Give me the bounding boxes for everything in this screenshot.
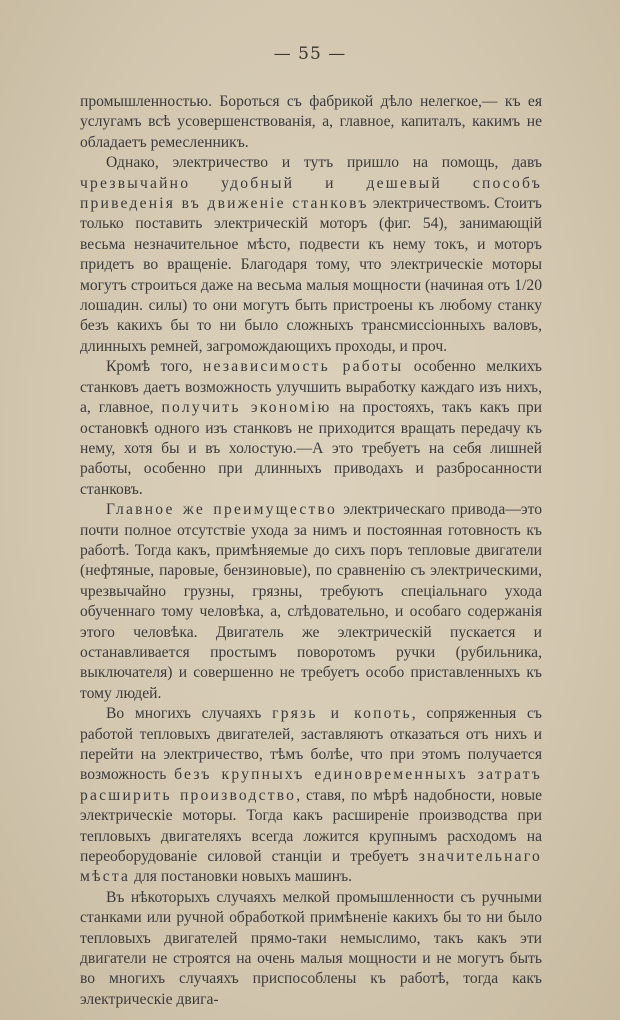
spaced-emphasis-text: независимость работы xyxy=(202,358,404,376)
paragraph xyxy=(80,92,542,153)
paragraph-text: , сопряженныя съ работой тепловыхъ двигателей, заставляютъ отказаться отъ нихъ и перейти на электричество, тѣмъ болѣе, что при этомъ получается возможность xyxy=(80,705,542,784)
paragraph-text: промышленностью. Бороться съ фабрикой дѣло нелегкое,— къ ея услугамъ всѣ усовершенствованія, а, главное, капиталъ, какимъ не обладаетъ ремесленникъ. xyxy=(80,93,542,151)
paragraph-text: электричествомъ. Стоитъ только поставить электрическій моторъ (фиг. 54), занимающій весьма незначительное мѣсто, подвести къ нему токъ, и моторъ придетъ во вращеніе. Благодаря тому, что электрическіе моторы могутъ строиться даже на весьма малыя мощности (начиная отъ 1/20 лошадин. силы) то они могутъ быть пристроены къ любому станку безъ какихъ бы то ни было сложныхъ трансмиссіонныхъ валовъ, длинныхъ ремней, загромождающихъ проходы, и проч. xyxy=(80,195,542,355)
paragraph-text: Однако, электричество и тутъ пришло на помощь, давъ xyxy=(106,154,542,172)
page-number: — 55 — xyxy=(273,44,347,64)
paragraph xyxy=(80,500,542,704)
paragraph xyxy=(80,704,542,888)
paragraph-text: электрическаго привода—это почти полное отсутствіе ухода за нимъ и постоянная готовность къ работѣ. Тогда какъ, примѣняемые до сихъ поръ тепловые двигатели (нефтяные, паровые, бензиновые), по сравненію съ электрическими, чрезвычайно грузны, грязны, требуютъ спеціальнаго ухода обученнаго тому человѣка, а, слѣдовательно, и особаго содержанія этого человѣка. Двигатель же электрическій пускается и останавливается простымъ поворотомъ ручки (рубильника, выключателя) и совершенно не требуетъ особо приставленныхъ къ тому людей. xyxy=(80,501,542,702)
spaced-emphasis-text: Главное же преимущество xyxy=(106,501,338,519)
paragraph-text: особенно мелкихъ станковъ даетъ возможность улучшить выработку каждаго изъ нихъ, а, главное, xyxy=(80,358,542,417)
paragraph-text: Въ нѣкоторыхъ случаяхъ мелкой промышленности съ ручными станками или ручной обработкой примѣненіе какихъ бы то ни было тепловыхъ двигателей прямо-таки немыслимо, такъ какъ эти двигатели не строятся на очень малыя мощности и не могутъ быть во многихъ случаяхъ приспособлены къ работѣ, тогда какъ электрическіе двига- xyxy=(80,888,542,1008)
spaced-emphasis-text: грязь и копоть xyxy=(272,705,412,723)
paragraph xyxy=(80,888,542,1010)
paragraph xyxy=(80,357,542,500)
paragraph-text: Во многихъ случаяхъ xyxy=(106,705,273,723)
spaced-emphasis-text: получить экономію xyxy=(161,399,332,417)
page-text-body xyxy=(80,92,542,1010)
paragraph-text: Кромѣ того, xyxy=(106,358,203,376)
spaced-emphasis-text: значительнаго мѣста xyxy=(80,848,542,886)
paragraph-text: для постановки новыхъ машинъ. xyxy=(130,868,353,886)
paragraph-text: , ставя, по мѣрѣ надобности, новые электрическіе моторы. Тогда какъ расширеніе производства при тепловыхъ двигателяхъ всегда ложится крупнымъ расходомъ на переоборудованіе силовой станціи и требуетъ xyxy=(80,786,542,866)
spaced-emphasis-text: чрезвычайно удобный и дешевый способъ приведенія въ движеніе станковъ xyxy=(80,174,542,213)
paragraph-text: на простояхъ, такъ какъ при остановкѣ одного изъ станковъ не приходится вращать передачу къ нему, хотя бы и въ холостую.—А это требуетъ на себя лишней работы, особенно при длинныхъ приводахъ и разбросанности станковъ. xyxy=(80,399,542,498)
paragraph xyxy=(80,153,542,357)
spaced-emphasis-text: безъ крупныхъ единовременныхъ затратъ расширить производство xyxy=(80,766,542,804)
